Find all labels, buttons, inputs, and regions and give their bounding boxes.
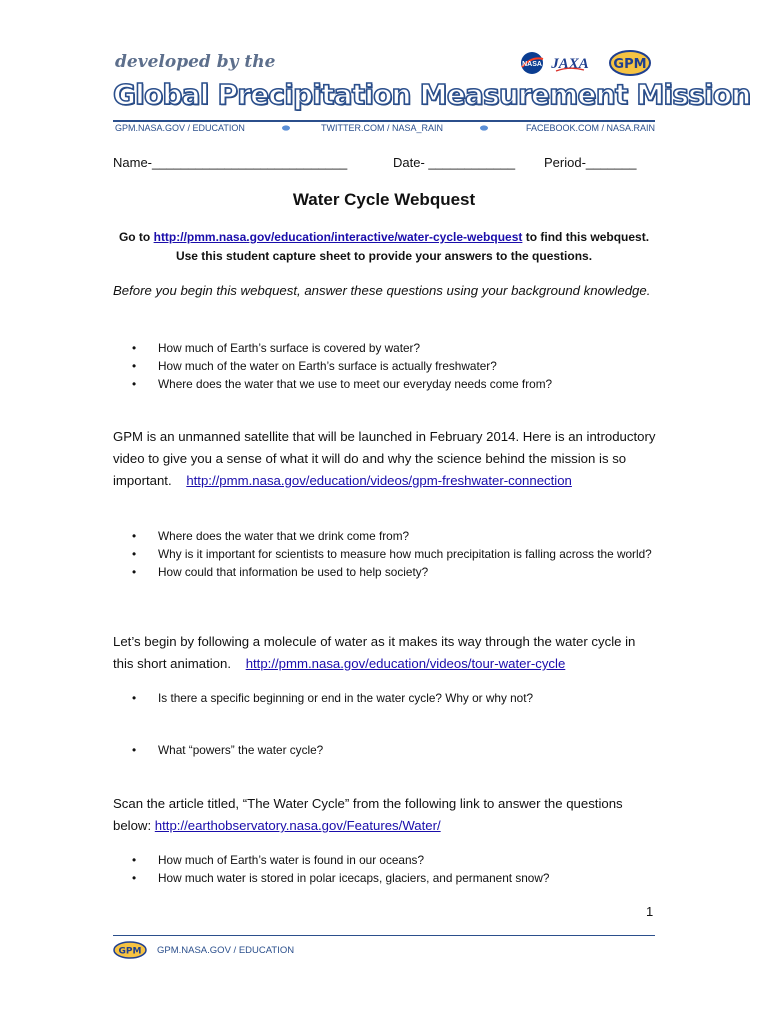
section1-question-list: [132, 339, 662, 393]
list-item: • Where does the water that we use to meet our everyday needs come from?: [132, 375, 662, 393]
list-item: • Where does the water that we drink come from?: [132, 527, 662, 545]
page-number: 1: [646, 904, 654, 919]
header-links: [113, 122, 655, 136]
list-item: • How much of Earth’s surface is covered by water?: [132, 339, 662, 357]
raindrop-icon: [282, 125, 290, 131]
earth-observatory-link[interactable]: http://earthobservatory.nasa.gov/Features/Water/: [154, 818, 441, 833]
list-item: • How could that information be used to help society?: [132, 563, 662, 581]
page-title: Water Cycle Webquest: [292, 190, 476, 209]
list-item: • How much water is stored in polar icecaps, glaciers, and permanent snow?: [132, 869, 662, 887]
gpm-freshwater-video-link[interactable]: http://pmm.nasa.gov/education/videos/gpm-freshwater-connection: [186, 473, 572, 488]
raindrop-icon: [480, 125, 488, 131]
list-item: • Why is it important for scientists to measure how much precipitation is falling across the world?: [132, 545, 662, 563]
list-item: • How much of the water on Earth’s surface is actually freshwater?: [132, 357, 662, 375]
date-field[interactable]: Date- ____________: [393, 155, 516, 170]
section2-text: GPM is an unmanned satellite that will be launched in February 2014. Here is an introductory video to give you a sense of what it will do and why the science behind the mission is so important. http://pmm.nasa.gov/education/videos/gpm-freshwater-connection: [113, 429, 656, 488]
webquest-link[interactable]: http://pmm.nasa.gov/education/interactive/water-cycle-webquest: [153, 230, 523, 244]
intro-text: Go to http://pmm.nasa.gov/education/interactive/water-cycle-webquest to find this webquest. Use this student capture sheet to provide your answers to the questions.: [118, 230, 650, 263]
list-item: • How much of Earth’s water is found in our oceans?: [132, 851, 662, 869]
section2-question-list: [132, 527, 662, 581]
section4-text: Scan the article titled, “The Water Cycle” from the following link to answer the questions below: http://earthobservatory.nasa.gov/Features/Water/: [113, 796, 623, 833]
svg-text:JAXA: JAXA: [551, 56, 589, 72]
list-item: • Is there a specific beginning or end in the water cycle? Why or why not?: [132, 689, 662, 707]
education-link[interactable]: GPM.NASA.GOV / EDUCATION: [115, 123, 245, 133]
svg-text:GPM: GPM: [118, 946, 142, 957]
section4-question-list: [132, 851, 662, 887]
developed-by-label: developed by the: [115, 52, 276, 72]
tour-water-cycle-link[interactable]: http://pmm.nasa.gov/education/videos/tour-water-cycle: [245, 656, 566, 671]
svg-text:GPM: GPM: [613, 57, 647, 72]
name-field[interactable]: Name-___________________________: [113, 155, 348, 170]
section3-question-list-2: [132, 741, 662, 759]
jaxa-logo: [550, 56, 589, 72]
list-item: • What “powers” the water cycle?: [132, 741, 662, 759]
nasa-logo: [521, 52, 543, 74]
footer-divider: [113, 935, 655, 936]
svg-text:NASA: NASA: [522, 61, 542, 68]
facebook-link[interactable]: FACEBOOK.COM / NASA.RAIN: [525, 123, 655, 133]
gpm-logo: [610, 51, 650, 75]
twitter-link[interactable]: TWITTER.COM / NASA_RAIN: [321, 123, 444, 133]
footer-education-link[interactable]: GPM.NASA.GOV / EDUCATION: [157, 945, 295, 956]
section1-text: Before you begin this webquest, answer these questions using your background knowledge.: [113, 283, 651, 298]
partner-logos: [518, 46, 654, 80]
gpm-footer-logo: [113, 941, 147, 959]
section3-text: Let’s begin by following a molecule of water as it makes its way through the water cycle in this short animation. http://pmm.nasa.gov/education/videos/tour-water-cycle: [113, 634, 636, 671]
period-field[interactable]: Period-_______: [544, 155, 637, 170]
mission-title: Global Precipitation Measurement Mission: [113, 78, 751, 111]
section3-question-list: [132, 689, 662, 707]
